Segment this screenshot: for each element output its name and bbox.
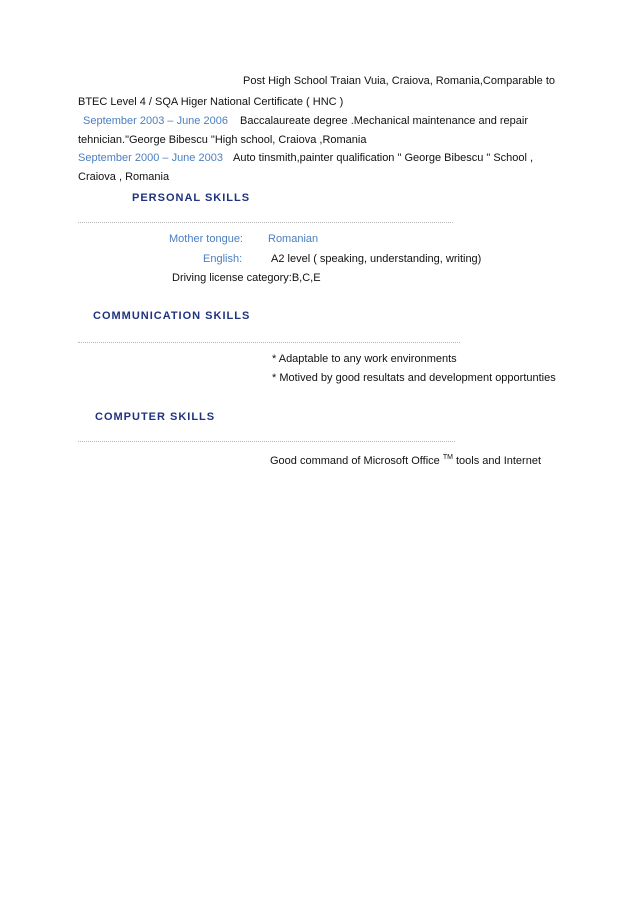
section-divider xyxy=(78,441,455,442)
mother-tongue-value: Romanian xyxy=(268,233,319,245)
english-label: English: xyxy=(203,253,243,265)
communication-skills-heading: COMMUNICATION SKILLS xyxy=(93,310,251,322)
education-entry-line-2: tehnician."George Bibescu "High school, Craiova ,Romania xyxy=(78,134,367,146)
education-entry-text: Baccalaureate degree .Mechanical maintenance and repair xyxy=(240,115,529,127)
computer-skills-text xyxy=(270,454,541,467)
section-divider xyxy=(78,222,453,223)
communication-item: * Adaptable to any work environments xyxy=(272,353,457,365)
computer-skills-text-start: Good command of Microsoft Office xyxy=(270,455,440,467)
trademark-mark: TM xyxy=(442,454,453,461)
computer-skills-text-end: tools and Internet xyxy=(456,455,542,467)
driving-license: Driving license category:B,C,E xyxy=(172,272,321,284)
section-divider xyxy=(78,342,460,343)
education-line-2: BTEC Level 4 / SQA Higer National Certificate ( HNC ) xyxy=(78,96,344,108)
mother-tongue-label: Mother tongue: xyxy=(169,233,243,245)
education-line-1: Post High School Traian Vuia, Craiova, Romania,Comparable to xyxy=(243,75,556,87)
english-value: A2 level ( speaking, understanding, writing) xyxy=(271,253,482,265)
date-range: September 2003 – June 2006 xyxy=(83,115,228,127)
date-range: September 2000 – June 2003 xyxy=(78,152,223,164)
communication-item: * Motived by good resultats and development opportunties xyxy=(272,372,556,384)
education-entry-date xyxy=(83,115,228,127)
personal-skills-heading: PERSONAL SKILLS xyxy=(132,192,251,204)
education-entry-line-2: Craiova , Romania xyxy=(78,171,170,183)
education-entry-text: Auto tinsmith,painter qualification " George Bibescu " School , xyxy=(233,152,534,164)
computer-skills-heading: COMPUTER SKILLS xyxy=(95,411,216,423)
